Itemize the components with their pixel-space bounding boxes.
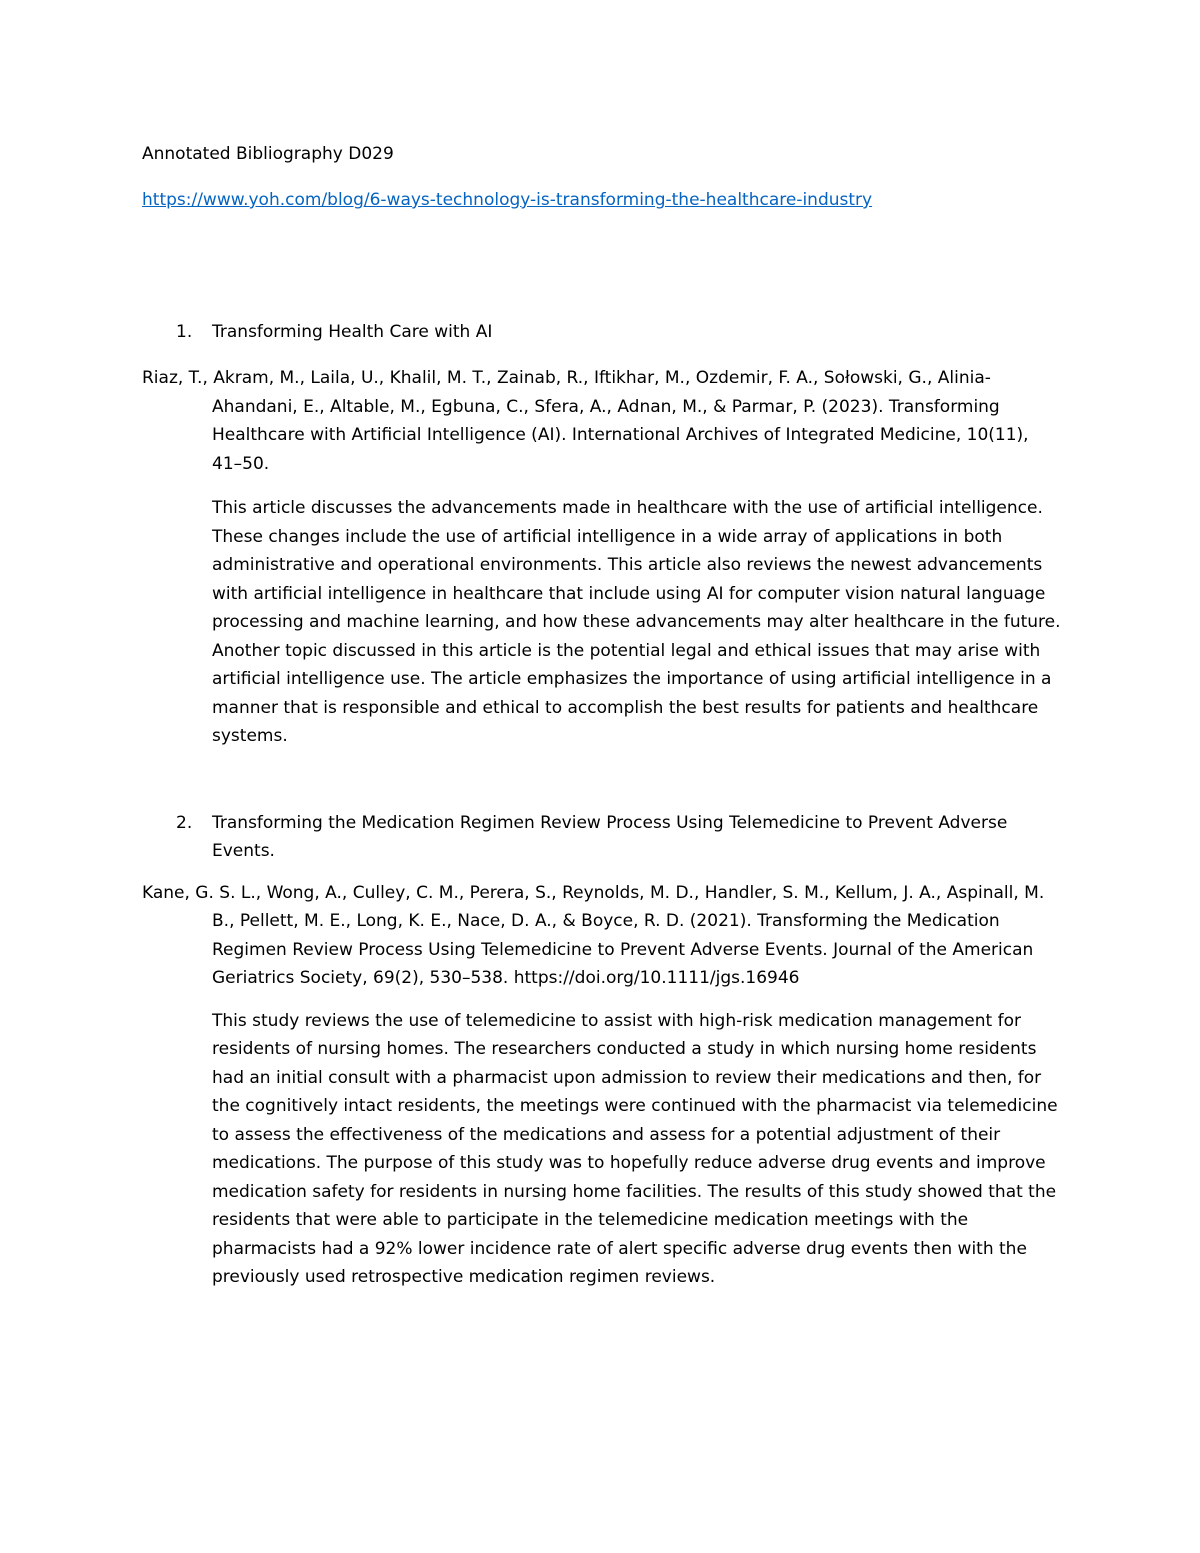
bibliography-entry-2 xyxy=(142,809,1062,1292)
entry-heading-text: Transforming the Medication Regimen Review Process Using Telemedicine to Prevent Adverse Events. xyxy=(212,812,1008,861)
annotation: This article discusses the advancements made in healthcare with the use of artificial intelligence. These changes include the use of artificial intelligence in a wide array of applications in both administrative and operational environments. This article also reviews the newest advancements with artificial intelligence in healthcare that include using AI for computer vision natural language processing and machine learning, and how these advancements may alter healthcare in the future. Another topic discussed in this article is the potential legal and ethical issues that may arise with artificial intelligence use. The article emphasizes the importance of using artificial intelligence in a manner that is responsible and ethical to accomplish the best results for patients and healthcare systems. xyxy=(212,498,1061,746)
list-number: 2. xyxy=(176,812,193,833)
entry-heading xyxy=(142,318,1062,346)
document-page xyxy=(142,140,1062,1292)
annotation: This study reviews the use of telemedicine to assist with high-risk medication management for residents of nursing homes. The researchers conducted a study in which nursing home residents had an initial consult with a pharmacist upon admission to review their medications and then, for the cognitively intact residents, the meetings were continued with the pharmacist via telemedicine to assess the effectiveness of the medications and assess for a potential adjustment of their medications. The purpose of this study was to hopefully reduce adverse drug events and improve medication safety for residents in nursing home facilities. The results of this study showed that the residents that were able to participate in the telemedicine medication meetings with the pharmacists had a 92% lower incidence rate of alert specific adverse drug events then with the previously used retrospective medication regimen reviews. xyxy=(212,1010,1058,1287)
list-number: 1. xyxy=(176,322,193,342)
entry-heading xyxy=(142,809,1062,865)
citation: Kane, G. S. L., Wong, A., Culley, C. M., Perera, S., Reynolds, M. D., Handler, S. M., Kellum, J. A., Aspinall, M. B., Pellett, M. E., Long, K. E., Nace, D. A., & Boyce, R. D. (2021). Transforming the Medication Regimen Review Process Using Telemedicine to Prevent Adverse Events. Journal of the American Geriatrics Society, 69(2), 530–538. https://doi.org/10.1111/jgs.16946 xyxy=(142,882,1045,988)
document-title: Annotated Bibliography D029 xyxy=(142,144,394,164)
entry-heading-text: Transforming Health Care with AI xyxy=(212,322,493,342)
bibliography-entry-1 xyxy=(142,318,1062,751)
source-link[interactable]: https://www.yoh.com/blog/6-ways-technology-is-transforming-the-healthcare-industry xyxy=(142,190,873,210)
citation: Riaz, T., Akram, M., Laila, U., Khalil, M. T., Zainab, R., Iftikhar, M., Ozdemir, F. A., Sołowski, G., Alinia-Ahandani, E., Altable, M., Egbuna, C., Sfera, A., Adnan, M., & Parmar, P. (2023). Transforming Healthcare with Artificial Intelligence (AI). International Archives of Integrated Medicine, 10(11), 41–50. xyxy=(142,368,1029,474)
